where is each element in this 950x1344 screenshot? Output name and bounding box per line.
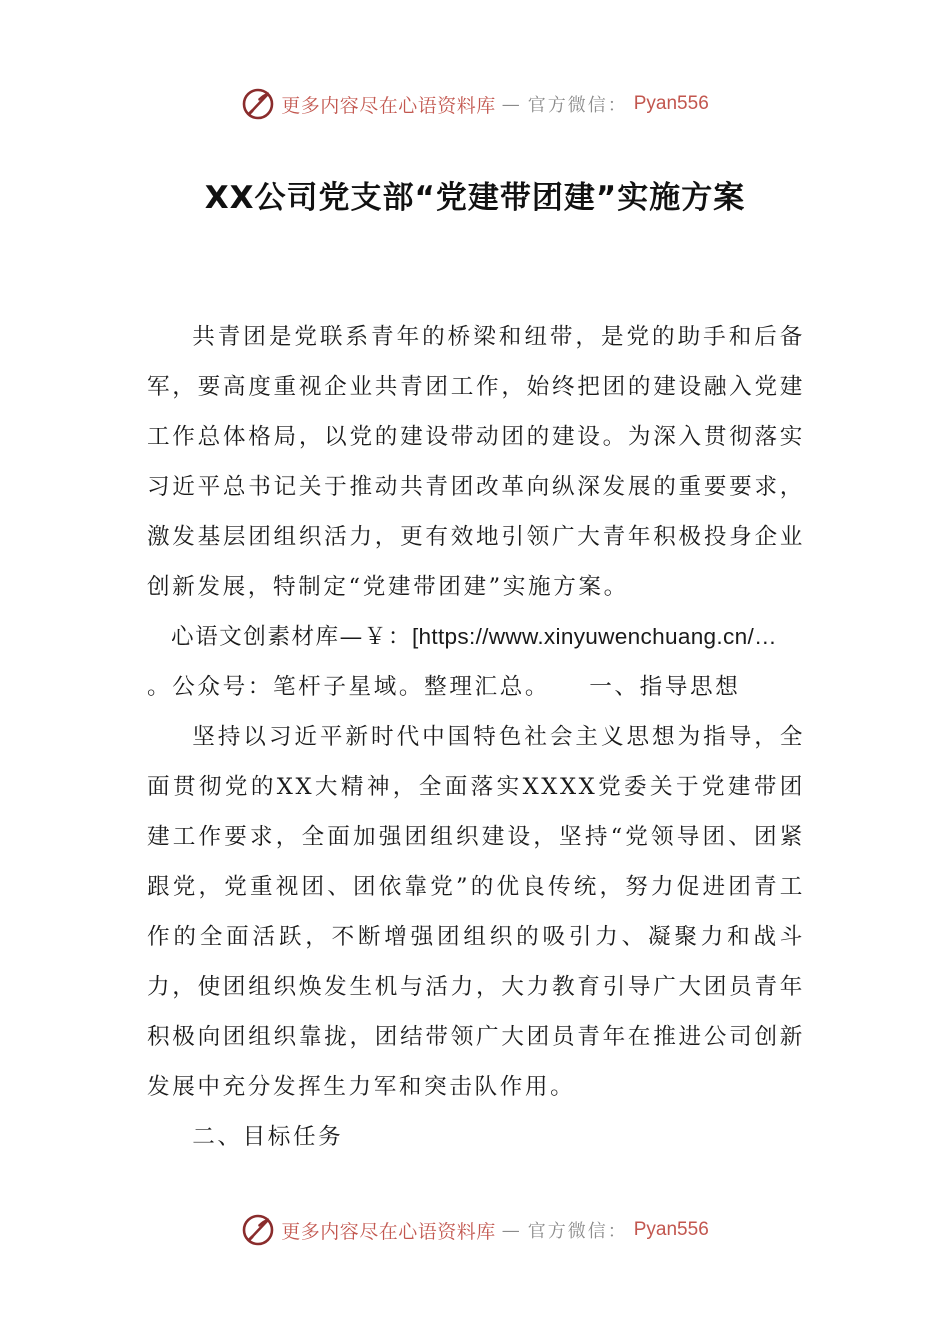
banner-dash: — bbox=[501, 1219, 522, 1241]
banner-sub-text: 官方微信： bbox=[527, 1221, 628, 1242]
intro-paragraph: 共青团是党联系青年的桥梁和纽带，是党的助手和后备军，要高度重视企业共青团工作，始终把团的建设融入党建工作总体格局，以党的建设带动团的建设。为深入贯彻落实习近平总书记关于推动共青团改革向纵深发展的重要要求，激发基层团组织活力，更有效地引领广大青年积极投身企业创新发展，特制定“党建带团建”实施方案。 bbox=[147, 324, 805, 600]
link-prefix: 心语文创素材库—￥： bbox=[171, 624, 412, 650]
banner-inner bbox=[241, 87, 709, 121]
document-body bbox=[147, 312, 805, 1162]
banner-dash: — bbox=[501, 93, 522, 115]
banner-main-text: 更多内容尽在心语资料库 bbox=[281, 1220, 496, 1243]
guiding-paragraph: 坚持以习近平新时代中国特色社会主义思想为指导，全面贯彻党的XX大精神，全面落实XXXX党委关于党建带团建工作要求，全面加强团组织建设，坚持“党领导团、团紧跟党，党重视团、团依靠党”的优良传统，努力促进团青工作的全面活跃，不断增强团组织的吸引力、凝聚力和战斗力，使团组织焕发生机与活力，大力教育引导广大团员青年积极向团组织靠拢，团结带领广大团员青年在推进公司创新发展中充分发挥生力军和突击队作用。 bbox=[147, 724, 805, 1100]
resource-link[interactable]: [https://www.xinyuwenchuang.cn/… bbox=[411, 624, 777, 649]
footer-banner bbox=[0, 1210, 950, 1250]
banner-wechat-id: Pyan556 bbox=[633, 1219, 709, 1240]
banner-wechat-id: Pyan556 bbox=[633, 93, 709, 114]
banner-sub-text: 官方微信： bbox=[527, 95, 628, 116]
resource-link-line bbox=[147, 612, 805, 662]
section2-heading: 二、目标任务 bbox=[192, 1124, 344, 1150]
document-title: XX公司党支部“党建带团建”实施方案 bbox=[204, 180, 746, 216]
banner-main-text: 更多内容尽在心语资料库 bbox=[281, 94, 496, 117]
link-suffix-line: 。公众号：笔杆子星域。整理汇总。 一、指导思想 bbox=[147, 674, 741, 700]
banner-inner bbox=[241, 1213, 709, 1247]
quill-pen-logo-icon bbox=[241, 87, 275, 121]
quill-pen-logo-icon bbox=[241, 1213, 275, 1247]
header-banner bbox=[0, 84, 950, 124]
